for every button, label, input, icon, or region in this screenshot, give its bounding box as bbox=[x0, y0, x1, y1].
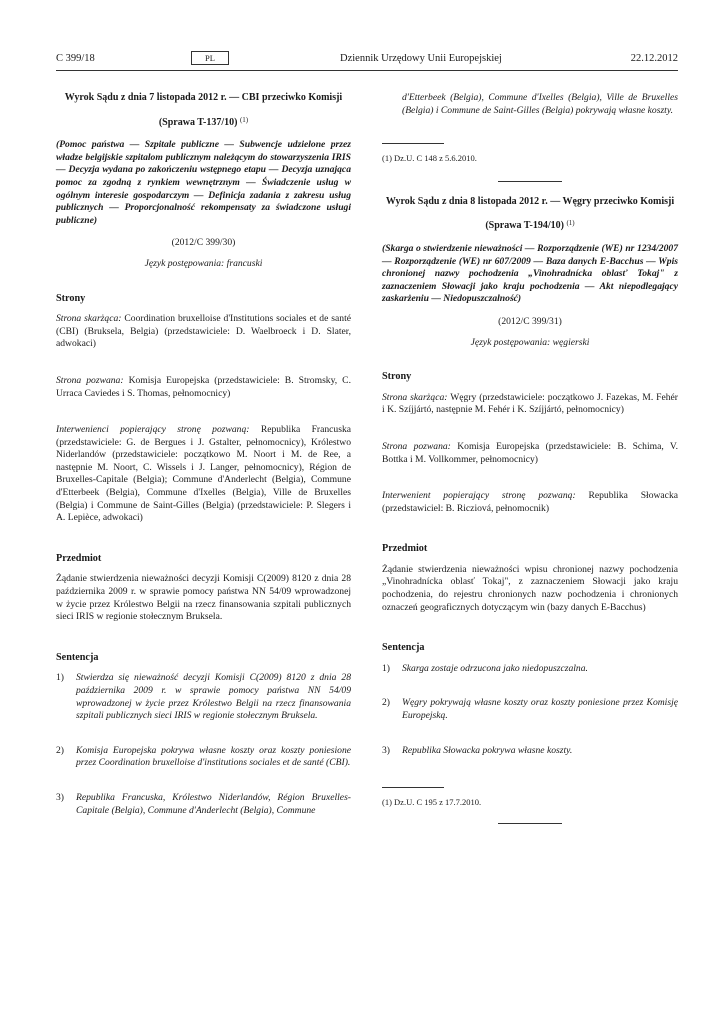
judgment1-case: (Sprawa T-137/10) $^{(1)}$ bbox=[158, 115, 249, 128]
right-column bbox=[382, 92, 678, 838]
footnote-rule bbox=[382, 143, 444, 144]
journal-title: Dziennik Urzędowy Unii Europejskiej bbox=[340, 53, 502, 64]
judgment2-reference: (2012/C 399/31) bbox=[498, 315, 562, 327]
judgment2-case: (Sprawa T-194/10) $^{(1)}$ bbox=[485, 219, 575, 232]
judgment2-applicant: Strona skarżąca: Węgry (przedstawiciele: początkowo J. Fazekas, M. Fehér i K. Szíjjártó, następnie M. Fehér i K. Szíjjártó, pełnomocnicy) bbox=[382, 391, 678, 416]
page-header bbox=[56, 50, 678, 71]
judgment1-applicant: Strona skarżąca: Coordination bruxelloise d'Institutions sociales et de santé (CBI) (Bruksela, Belgia) (przedstawiciele: D. Waelbroeck i D. Slater, adwokaci) bbox=[56, 313, 351, 350]
judgment1-parties-heading: Strony bbox=[56, 292, 86, 304]
judgment1-operative-continuation: d'Etterbeek (Belgia), Commune d'Ixelles (Belgia), Ville de Bruxelles (Belgia) i Commune de Saint-Gilles (Belgia) pokrywają własne koszty. bbox=[402, 92, 678, 116]
section-separator bbox=[498, 181, 562, 182]
operative-item: 3) Republika Słowacka pokrywa własne koszty. bbox=[382, 744, 573, 756]
footnote-rule bbox=[382, 787, 444, 788]
judgment1-defendant: Strona pozwana: Komisja Europejska (przedstawiciele: B. Stromsky, C. Urraca Caviedes i S. Thomas, pełnomocnicy) bbox=[56, 374, 351, 399]
judgment2-defendant: Strona pozwana: Komisja Europejska (przedstawiciele: B. Schima, V. Bottka i M. Vollkommer, pełnomocnicy) bbox=[382, 440, 678, 465]
operative-item: 2) Węgry pokrywają własne koszty oraz koszty poniesione przez Komisję Europejską. bbox=[382, 697, 678, 722]
language-box: PL bbox=[191, 51, 229, 65]
judgment2-subject-heading: Przedmiot bbox=[382, 543, 428, 555]
judgment2-title: Wyrok Sądu z dnia 8 listopada 2012 r. — Węgry przeciwko Komisji bbox=[385, 195, 675, 207]
operative-item: 1) Stwierdza się nieważność decyzji Komisji C(2009) 8120 z dnia 28 października 2009 r. w sprawie pomocy państwa NN 54/09 wprowadzonej w życie przez Królestwo Belgii na rzecz finansowania szpitali publicznych sieci IRIS w regionie stołecznym Bruksela. bbox=[56, 672, 351, 722]
judgment1-language: Język postępowania: francuski bbox=[144, 257, 263, 269]
section-separator bbox=[498, 823, 562, 824]
judgment2-operative-heading: Sentencja bbox=[382, 642, 425, 654]
footnote-marker: (1) bbox=[239, 115, 249, 124]
footnote-marker: (1) bbox=[566, 219, 575, 228]
judgment1-summary: (Pomoc państwa — Szpitale publiczne — Subwencje udzielone przez władze belgijskie szpitalom publicznym należącym do stowarzyszenia IRIS — Decyzja wydana po zakończeniu wstępnego etapu — Decyzja uznająca pomoc za zgodną z rynkiem wewnętrznym — Świadczenie usług w ogólnym interesie gospodarczym — Definicja zadania z zakresu usług publicznych — Proporcjonalność rekompensaty za świadczone usługi publiczne) bbox=[56, 139, 351, 226]
judgment1-footnote: (1) Dz.U. C 148 z 5.6.2010. bbox=[382, 153, 477, 164]
operative-item: 2) Komisja Europejska pokrywa własne koszty oraz koszty poniesione przez Coordination bruxelloise d'institutions sociales et de santé (CBI). bbox=[56, 744, 351, 769]
judgment1-title: Wyrok Sądu z dnia 7 listopada 2012 r. — CBI przeciwko Komisji bbox=[64, 92, 343, 103]
operative-item: 3) Republika Francuska, Królestwo Niderlandów, Région Bruxelles-Capitale (Belgia), Commune d'Anderlecht (Belgia), Commune bbox=[56, 791, 351, 816]
issue-date: 22.12.2012 bbox=[630, 53, 678, 64]
judgment2-footnote: (1) Dz.U. C 195 z 17.7.2010. bbox=[382, 797, 482, 808]
page-reference: C 399/18 bbox=[56, 53, 95, 64]
judgment1-interveners: Interwenienci popierający stronę pozwaną: Republika Francuska (przedstawiciele: G. de Bergues i J. Gstalter, pełnomocnicy), Królestwo Niderlandów (przedstawiciele: początkowo M. Noort i M. de Ree, a następnie M. Noort, C. Wissels i J. Langer, pełnomocnicy), Région de Bruxelles-Capitale (Belgia); Commune d'Anderlecht (Belgia), Commune d'Etterbeek (Belgia), Commune d'Ixelles (Belgia), Ville de Bruxelles (Belgia) i Commune de Saint-Gilles (Belgia) (przedstawiciele: P. Slegers i A. Lepièce, adwokaci) bbox=[56, 424, 351, 524]
judgment1-subject-heading: Przedmiot bbox=[56, 552, 102, 564]
judgment2-subject: Żądanie stwierdzenia nieważności wpisu chronionej nazwy pochodzenia „Vinohradnícka oblasť Tokaj", z zaznaczeniem Słowacji jako kraju pochodzenia, do rejestru chronionych nazw pochodzenia i chronionych oznaczeń geograficznych dotyczącym win (bazy danych E-Bacchus) bbox=[382, 563, 678, 613]
judgment2-intervener: Interwenient popierający stronę pozwaną: Republika Słowacka (przedstawiciel: B. Ricziová, pełnomocnik) bbox=[382, 490, 678, 514]
operative-item: 1) Skarga zostaje odrzucona jako niedopuszczalna. bbox=[382, 662, 588, 674]
judgment2-parties-heading: Strony bbox=[382, 371, 412, 383]
left-column bbox=[56, 92, 351, 817]
judgment1-operative-heading: Sentencja bbox=[56, 651, 99, 663]
judgment2-summary: (Skarga o stwierdzenie nieważności — Rozporządzenie (WE) nr 1234/2007 — Rozporządzenie (WE) nr 607/2009 — Baza danych E-Bacchus — Wpis chronionej nazwy pochodzenia „Vinohradnícka oblasť Tokaj" z zaznaczeniem Słowacji jako kraju pochodzenia — Akt niepodlegający zaskarżeniu — Niedopuszczalność) bbox=[382, 242, 678, 305]
judgment1-subject: Żądanie stwierdzenia nieważności decyzji Komisji C(2009) 8120 z dnia 28 października 2009 r. w sprawie pomocy państwa NN 54/09 wprowadzonej w życie przez Królestwo Belgii na rzecz finansowania szpitali publicznych sieci IRIS w regionie stołecznym Bruksela. bbox=[56, 573, 351, 623]
judgment1-reference: (2012/C 399/30) bbox=[171, 237, 236, 249]
judgment2-language: Język postępowania: węgierski bbox=[470, 336, 590, 348]
